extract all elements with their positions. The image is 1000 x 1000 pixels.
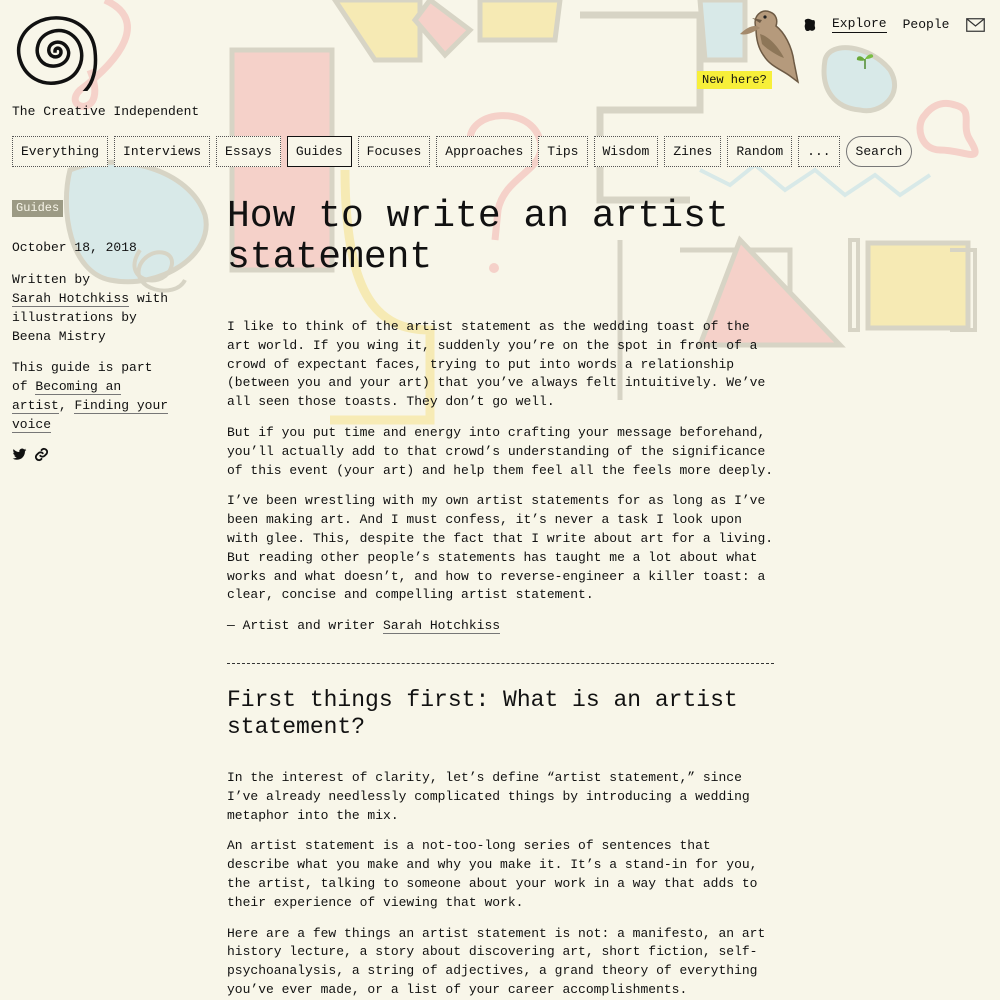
body-paragraph: Here are a few things an artist statement is not: a manifesto, an art history lecture, a story about discovering art, short fiction, self-psychoanalysis, a string of adjectives, a grand theory of everything you’ve ever made, or a list of your career accomplishments. <box>227 925 766 997</box>
new-here-button[interactable]: New here? <box>697 71 772 89</box>
tab-everything[interactable]: Everything <box>12 136 108 167</box>
tab-guides[interactable]: Guides <box>287 136 352 167</box>
article <box>227 196 775 1000</box>
credits <box>12 270 172 346</box>
tab-tips[interactable]: Tips <box>538 136 587 167</box>
tab-more[interactable]: ... <box>798 136 839 167</box>
tab-approaches[interactable]: Approaches <box>436 136 532 167</box>
tab-essays[interactable]: Essays <box>216 136 281 167</box>
publish-date: October 18, 2018 <box>12 240 137 255</box>
section-heading: First things first: What is an artist statement? <box>227 686 738 740</box>
category-nav <box>12 136 912 167</box>
intro-paragraph: But if you put time and energy into crafting your message beforehand, you’ll actually add to that crowd’s understanding of the significance of this event (your art) and help them feel all the feels more deeply. <box>227 424 774 478</box>
spiral-logo-icon[interactable] <box>11 11 99 91</box>
search-button[interactable]: Search <box>846 136 913 167</box>
article-title: How to write an artist statement <box>227 195 729 279</box>
category-badge[interactable]: Guides <box>12 200 63 217</box>
intro-paragraph: I like to think of the artist statement as the wedding toast of the art world. If you wing it, suddenly you’re on the spot in front of a crowd of expectant faces, trying to put into words a relationship (between you and your art) that you’ve always felt intuitively. We’ve all seen those toasts. They don’t go well. <box>227 319 766 410</box>
attribution <box>227 617 775 636</box>
top-nav <box>804 16 985 33</box>
tab-wisdom[interactable]: Wisdom <box>594 136 659 167</box>
explore-link[interactable]: Explore <box>832 16 887 31</box>
illustrator-name: Beena Mistry <box>12 329 106 344</box>
share-links <box>12 447 172 462</box>
tab-random[interactable]: Random <box>727 136 792 167</box>
written-by-label: Written by <box>12 272 91 287</box>
people-link[interactable]: People <box>902 17 950 32</box>
article-meta-sidebar <box>12 198 172 462</box>
intro-paragraph: I’ve been wrestling with my own artist statements for as long as I’ve been making art. And I must confess, it’s never a task I look upon with glee. This, despite the fact that I write about art for a living. But reading other people’s statements has taught me a lot about what works and what doesn’t, and how to reverse-engineer a killer toast: a clear, concise and compelling artist statement. <box>227 493 774 603</box>
series-separator: , <box>58 398 67 413</box>
site-name[interactable]: The Creative Independent <box>12 104 200 119</box>
attribution-prefix: — Artist and writer <box>227 618 376 634</box>
tab-interviews[interactable]: Interviews <box>114 136 210 167</box>
illustrations-label: with illustrations by <box>12 291 169 325</box>
series-info <box>12 358 172 434</box>
sprout-icon <box>855 51 875 69</box>
tab-focuses[interactable]: Focuses <box>358 136 431 167</box>
body-paragraph: An artist statement is a not-too-long series of sentences that describe what you make and why you make it. It’s a stand-in for you, the artist, talking to someone about your work in a way that adds to their experience of viewing that work. <box>227 838 758 910</box>
mail-icon[interactable] <box>966 18 985 32</box>
attribution-author-link[interactable]: Sarah Hotchkiss <box>383 618 501 634</box>
link-icon[interactable] <box>34 447 49 462</box>
series-prefix: This guide is part of <box>12 360 153 394</box>
twitter-icon[interactable] <box>12 447 27 462</box>
series-link-becoming-an-artist[interactable]: Becoming an artist <box>12 379 122 413</box>
body-paragraph: In the interest of clarity, let’s define “artist statement,” since I’ve already needlessly complicated things by introducing a wedding metaphor into the mix. <box>227 769 750 823</box>
tab-zines[interactable]: Zines <box>664 136 721 167</box>
blob-icon[interactable] <box>804 18 816 32</box>
section-divider <box>227 663 774 664</box>
author-link[interactable]: Sarah Hotchkiss <box>12 291 130 306</box>
series-link-finding-your-voice[interactable]: Finding your voice <box>12 398 169 432</box>
